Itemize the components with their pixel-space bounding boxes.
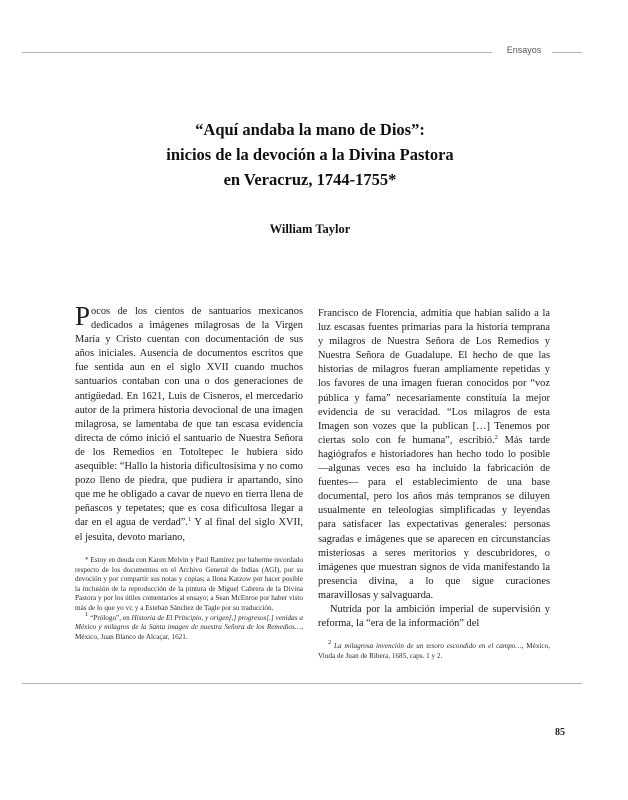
footnotes-left <box>75 556 303 642</box>
footnote-1 <box>75 610 303 643</box>
footnote-2 <box>318 639 550 661</box>
footnote-ref-2: 2 <box>494 433 498 441</box>
footnote-text: “Prólogo”, en <box>88 613 132 622</box>
footnote-2-number: 2 <box>328 639 332 646</box>
body-text: Más tarde hagiógrafos e historiadores han hecho todo lo posible —algunas veces eso ha incluido la fabricación de fuentes— para el establecimiento de una base documental, pero los años más tempranos se diluyen usualmente en teleologías simplificadas y leyendas para satisfacer las expectativas generales: personas sagradas e imágenes que se aparecen en circunstancias misteriosas a seres meritorios y descubridores, o imágenes que muestran signos de vida manifestando la presencia divina, a lo que sigue curaciones maravillosas y salvaguarda. <box>318 434 551 601</box>
body-paragraph-2: Nutrida por la ambición imperial de supervisión y reforma, la “era de la información” del <box>318 603 550 630</box>
body-paragraph-1-cont <box>318 307 550 603</box>
footnote-text: , México, Juan Blanco de Alcaçar, 1621. <box>75 623 303 641</box>
footnote-1-number: 1 <box>85 610 89 618</box>
body-column-right <box>318 307 550 631</box>
footnote-ref-1: 1 <box>188 516 192 524</box>
footnote-text: , México, Viuda de Juan de Ribera, 1685, caps. 1 y 2. <box>318 642 550 660</box>
footnote-italic-title: La milagrosa invención de un tesoro escondido en el campo… <box>331 642 522 650</box>
author-name: William Taylor <box>269 222 351 236</box>
drop-cap: P <box>75 301 91 331</box>
footnote-italic-title: Historia de El Principio, y origen[,] progresos[,] venidas a México y milagros de la Santa imagen de nuestra Señora de los Remedios… <box>75 613 303 632</box>
page-number: 85 <box>555 727 565 738</box>
title-line-1: “Aquí andaba la mano de Dios”: <box>195 120 425 139</box>
body-text: Y al final del siglo XVII, el jesuita, devoto mariano, <box>75 517 303 543</box>
section-label: Ensayos <box>506 45 542 55</box>
body-text: Francisco de Florencia, admitía que habían salido a la luz escasas fuentes primarias para la historia temprana y milagros de Nuestra Señora de Los Remedios y Nuestra Señora de Guadalupe. El hecho de que las historias de milagros fueran ampliamente repetidas y los favores de una imagen fueran conocidos por “voz pública y fama” necesariamente constituía la mejor evidencia de su veracidad. “Los milagros de esta Imagen son vozes que la publican […] Tenemos por ciertas solo con fe humana”, escribió. <box>318 308 550 446</box>
title-line-2: inicios de la devoción a la Divina Pastora <box>166 145 454 164</box>
title-line-3: en Veracruz, 1744-1755* <box>223 170 397 189</box>
article-title <box>40 117 580 192</box>
header-rule-right <box>552 52 582 53</box>
footnote-star: * Estoy en deuda con Karen Melvin y Paul Ramírez por haberme recordado respecto de los documentos en el Archivo General de Indias (AGI), por su devoción y por compartir sus notas y copias; a Ilona Katzow por hacer posible la inclusión de la reproducción de la pintura de Miguel Cabrera de la Divina Pastora y por los útiles comentarios al ensayo; a Sean McEnroe por haber visto más de lo que yo vi; y a Esteban Sánchez de Tagle por su traducción. <box>75 556 303 612</box>
header-rule-left <box>22 52 492 53</box>
body-text: ocos de los cientos de santuarios mexicanos dedicados a imágenes milagrosas de la Virgen María y Cristo cuentan con documentación de sus años iniciales. Ausencia de documentos escritos que fue sentida aun en el siglo XVII cuando muchos santuarios contaban con una o dos generaciones de antigüedad. En 1621, Luis de Cisneros, el mercedario autor de la primera historia devocional de una imagen milagrosa, se lamentaba de que tan escasa evidencia directa de cómo inició el santuario de Nuestra Señora de los Remedios en Totoltepec le hubiera sido asequible: “Hallo la historia dificultosísima y no como pozo lleno de piedra, que pudiera ir apartando, sino que me he obligado a cavar de nuevo en tierra llena de peñascos y tepetates; que es cosa dificultosa llegar a dar en el agua de verdad”. <box>75 306 303 529</box>
footnotes-right <box>318 639 550 661</box>
footer-rule <box>22 683 582 684</box>
body-column-left <box>75 301 303 545</box>
body-paragraph-1 <box>75 301 303 545</box>
